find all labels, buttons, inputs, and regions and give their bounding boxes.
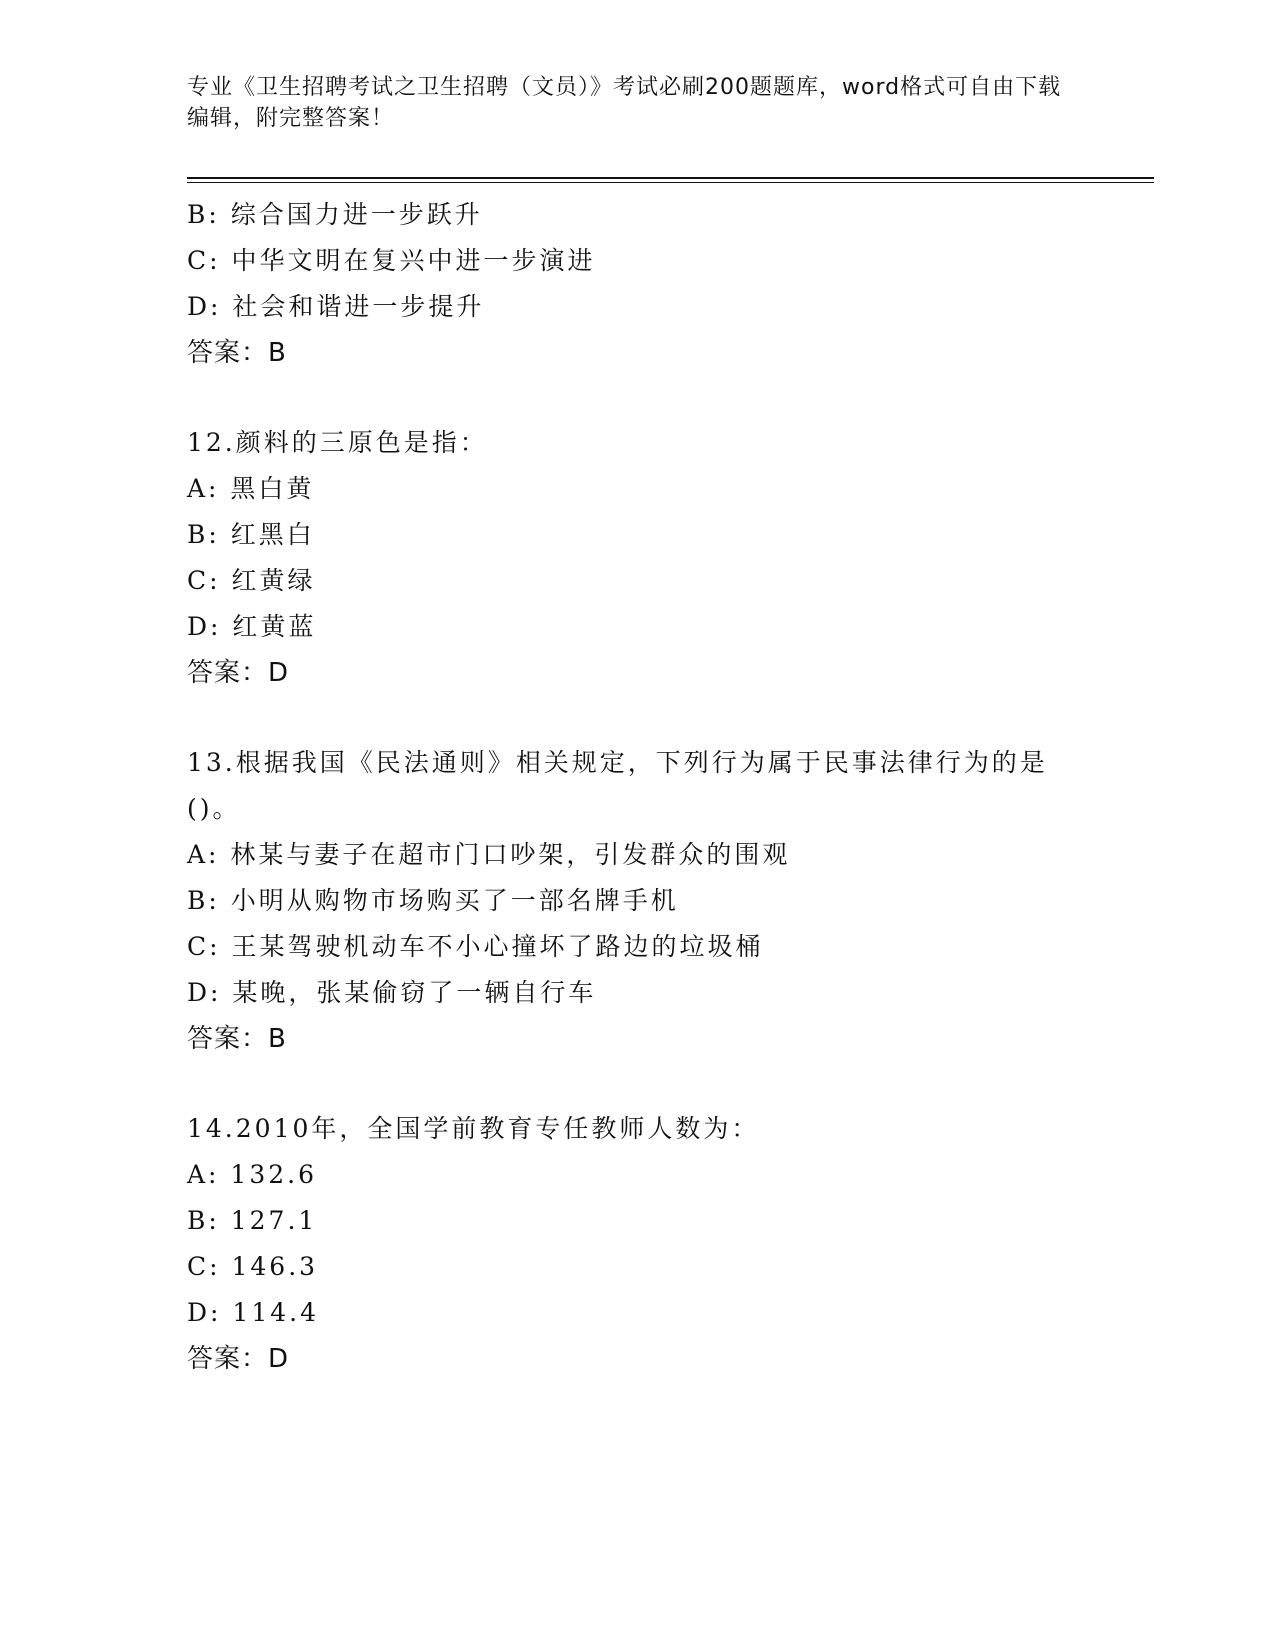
spacer <box>187 1062 1087 1106</box>
header-rule-thick <box>187 177 1154 179</box>
option-c: C: 王某驾驶机动车不小心撞坏了路边的垃圾桶 <box>187 932 764 961</box>
option-b: B: 小明从购物市场购买了一部名牌手机 <box>187 886 679 915</box>
option-d: D: 某晚，张某偷窃了一辆自行车 <box>187 978 597 1007</box>
question-block-12 <box>187 420 1087 696</box>
question-block-13 <box>187 740 1087 1062</box>
option-c: C: 146.3 <box>187 1252 319 1281</box>
answer-line: 答案：B <box>187 338 287 368</box>
option-c: C: 中华文明在复兴中进一步演进 <box>187 246 596 275</box>
option-a: A: 132.6 <box>187 1160 317 1189</box>
question-text-continued: ()。 <box>187 794 241 823</box>
option-a: A: 林某与妻子在超市门口吵架，引发群众的围观 <box>187 840 791 869</box>
option-a: A: 黑白黄 <box>187 474 315 503</box>
answer-line: 答案：D <box>187 1344 290 1374</box>
question-text: 13.根据我国《民法通则》相关规定，下列行为属于民事法律行为的是 <box>187 748 1048 777</box>
question-block-11 <box>187 192 1087 376</box>
option-d: D: 社会和谐进一步提升 <box>187 292 485 321</box>
question-text: 12.颜料的三原色是指： <box>187 428 488 457</box>
option-d: D: 114.4 <box>187 1298 319 1327</box>
question-list <box>187 192 1087 1382</box>
answer-line: 答案：D <box>187 658 290 688</box>
option-d: D: 红黄蓝 <box>187 612 317 641</box>
question-text: 14.2010年，全国学前教育专任教师人数为： <box>187 1114 760 1143</box>
header-rule-thin <box>187 182 1154 183</box>
document-header: 专业《卫生招聘考试之卫生招聘（文员）》考试必刷200题题库，word格式可自由下载编辑，附完整答案！ <box>187 75 1062 131</box>
spacer <box>187 696 1087 740</box>
option-b: B: 红黑白 <box>187 520 315 549</box>
option-b: B: 综合国力进一步跃升 <box>187 200 483 229</box>
option-b: B: 127.1 <box>187 1206 318 1235</box>
answer-line: 答案：B <box>187 1024 287 1054</box>
option-c: C: 红黄绿 <box>187 566 316 595</box>
question-block-14 <box>187 1106 1087 1382</box>
spacer <box>187 376 1087 420</box>
